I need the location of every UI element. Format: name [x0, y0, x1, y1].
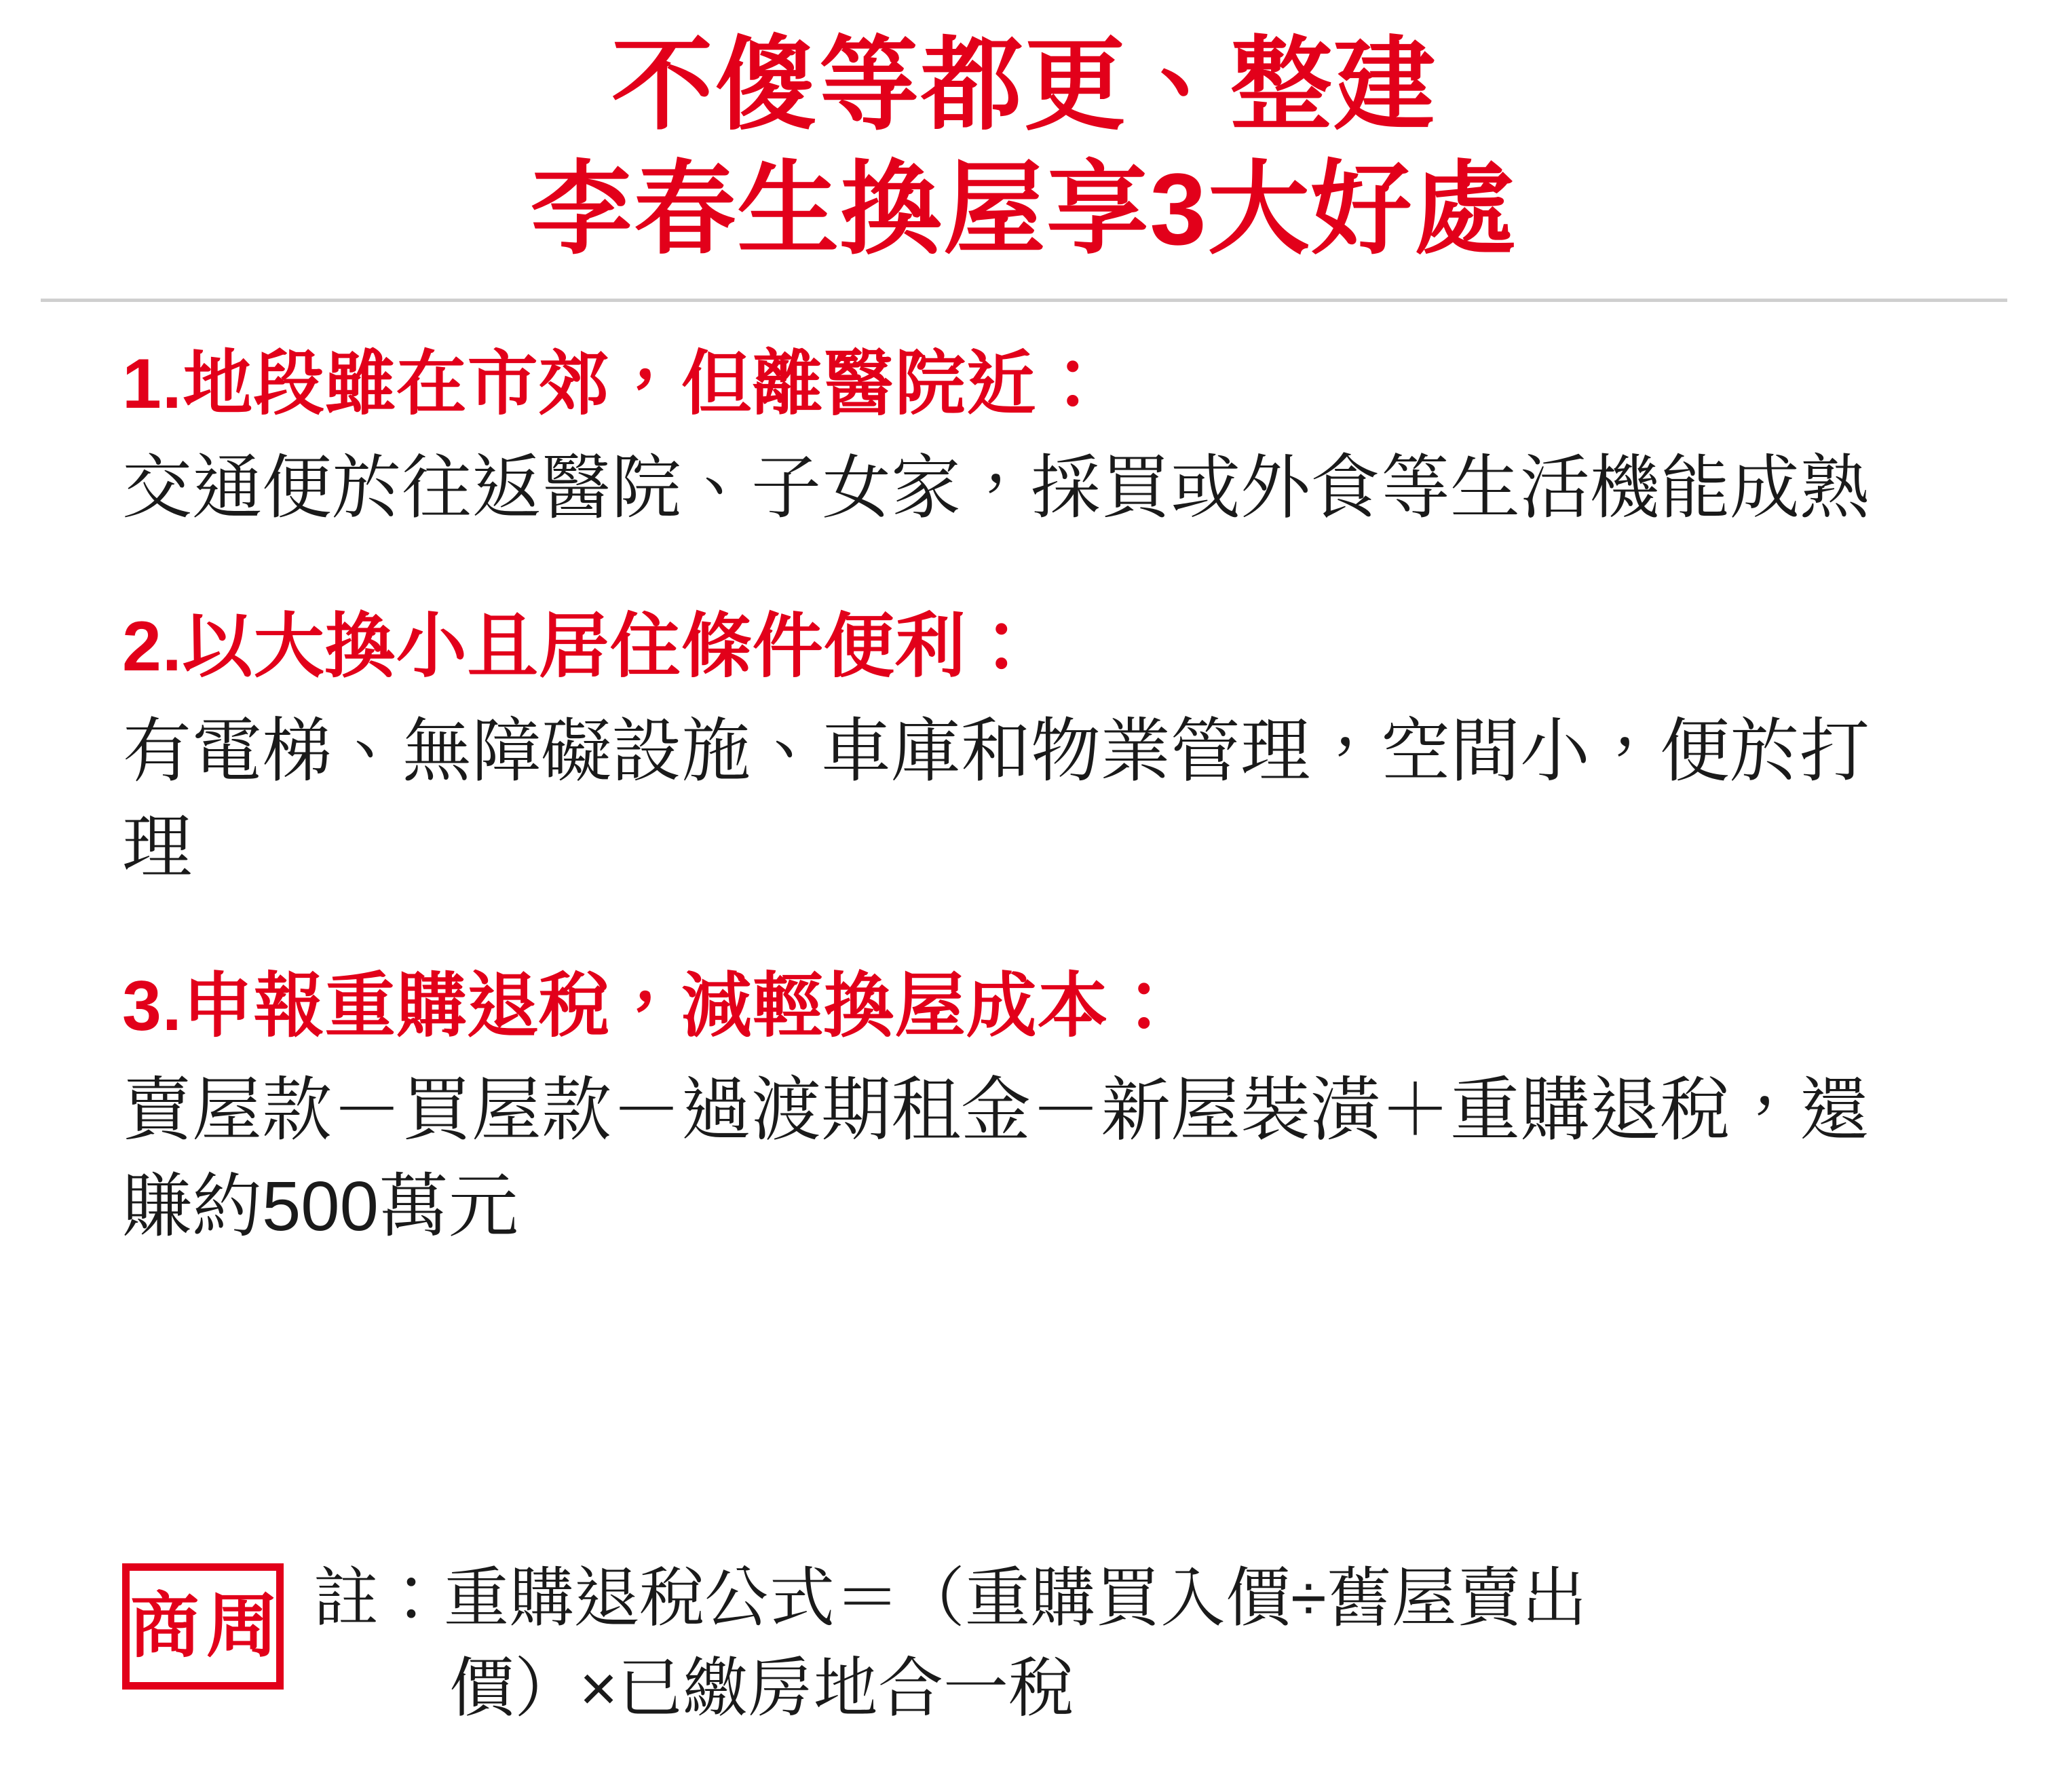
logo-characters	[128, 1587, 278, 1666]
list-item	[122, 339, 1946, 536]
footnote	[122, 1554, 1946, 1734]
benefit-body-1: 交通便於往返醫院、子女家，採買或外食等生活機能成熟	[122, 449, 1870, 527]
logo-char-1: 商	[128, 1587, 200, 1666]
footnote-text	[314, 1554, 1587, 1734]
business-weekly-logo	[122, 1563, 284, 1690]
footnote-line-1: 註：重購退稅公式＝（重購買入價÷舊屋賣出	[314, 1562, 1587, 1635]
benefit-body-3: 賣屋款－買屋款－過渡期租金－新屋裝潢＋重購退稅，還賺約500萬元	[122, 1070, 1870, 1246]
benefit-body-2: 有電梯、無障礙設施、車庫和物業管理，空間小，便於打理	[122, 711, 1870, 886]
list-item	[122, 601, 1946, 895]
title-line-2: 李春生換屋享3大好處	[531, 152, 1517, 266]
benefit-heading-3: 3.申報重購退稅，減輕換屋成本：	[122, 966, 1180, 1046]
benefit-heading-1: 1.地段雖在市郊，但離醫院近：	[122, 345, 1109, 423]
footnote-line-2: 價）×已繳房地合一稅	[449, 1652, 1074, 1725]
logo-char-2: 周	[206, 1587, 278, 1666]
benefits-list	[0, 302, 2048, 1255]
list-item	[122, 961, 1946, 1255]
title-line-1: 不傻等都更、整建	[611, 28, 1437, 142]
benefit-heading-2: 2.以大換小且居住條件便利：	[122, 607, 1038, 687]
page-title	[0, 0, 2048, 271]
